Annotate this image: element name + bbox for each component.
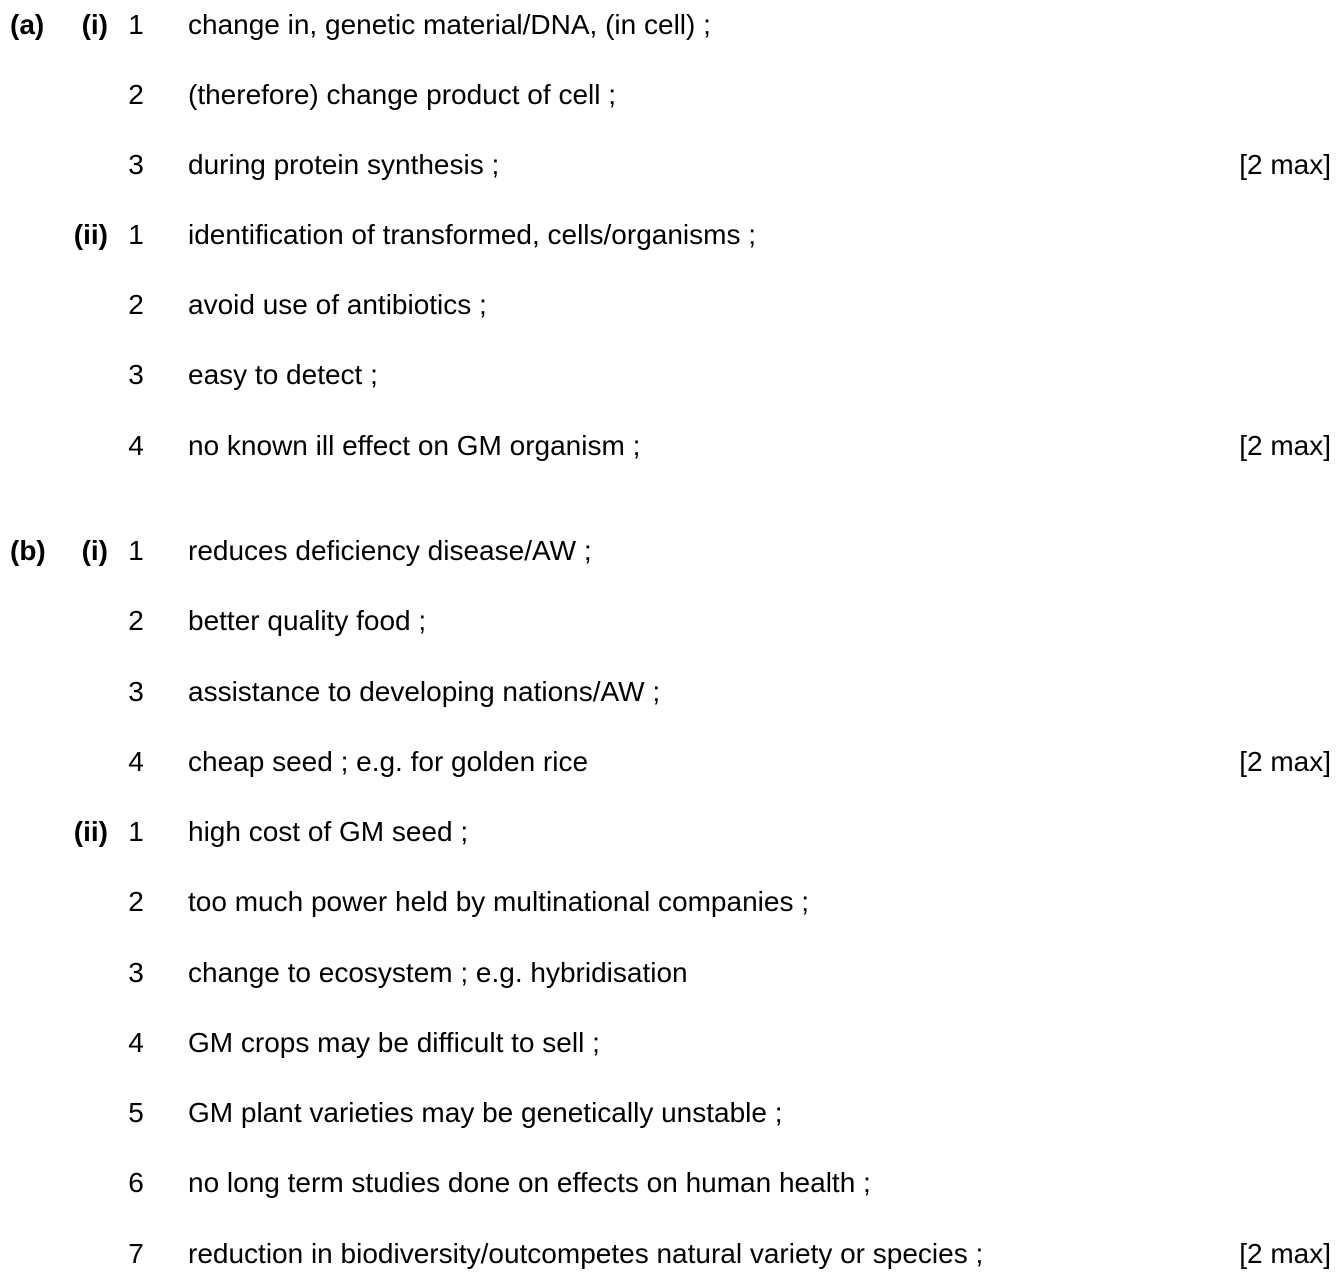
mark-point-row bbox=[0, 355, 1339, 395]
mark-point-row bbox=[0, 812, 1339, 852]
point-number: 2 bbox=[128, 886, 144, 917]
subpart-label: (ii) bbox=[73, 219, 108, 250]
subpart-label: (i) bbox=[81, 9, 108, 40]
max-marks: [2 max] bbox=[1239, 746, 1331, 777]
point-number: 1 bbox=[128, 535, 144, 566]
part-label: (b) bbox=[10, 535, 46, 566]
point-number: 1 bbox=[128, 9, 144, 40]
point-text: GM crops may be difficult to sell ; bbox=[188, 1027, 600, 1058]
point-number: 3 bbox=[128, 149, 144, 180]
point-text: too much power held by multinational companies ; bbox=[188, 886, 810, 917]
point-text: identification of transformed, cells/organisms ; bbox=[188, 219, 757, 250]
mark-point-row bbox=[0, 1234, 1339, 1274]
subpart-label: (ii) bbox=[73, 816, 108, 847]
mark-point-row bbox=[0, 531, 1339, 571]
point-number: 4 bbox=[128, 746, 144, 777]
mark-point-row bbox=[0, 882, 1339, 922]
point-text: reduction in biodiversity/outcompetes natural variety or species ; bbox=[188, 1238, 984, 1269]
point-text: easy to detect ; bbox=[188, 359, 378, 390]
point-text: high cost of GM seed ; bbox=[188, 816, 469, 847]
point-text: better quality food ; bbox=[188, 605, 427, 636]
point-text: no long term studies done on effects on human health ; bbox=[188, 1167, 871, 1198]
point-text: cheap seed ; e.g. for golden rice bbox=[188, 746, 589, 777]
point-number: 2 bbox=[128, 79, 144, 110]
point-number: 7 bbox=[128, 1238, 144, 1269]
mark-point-row bbox=[0, 953, 1339, 993]
mark-point-row bbox=[0, 1163, 1339, 1203]
point-text: (therefore) change product of cell ; bbox=[188, 79, 617, 110]
mark-point-row bbox=[0, 601, 1339, 641]
point-number: 2 bbox=[128, 605, 144, 636]
point-text: avoid use of antibiotics ; bbox=[188, 289, 487, 320]
point-number: 1 bbox=[128, 219, 144, 250]
point-number: 3 bbox=[128, 676, 144, 707]
point-number: 5 bbox=[128, 1097, 144, 1128]
point-number: 1 bbox=[128, 816, 144, 847]
point-number: 4 bbox=[128, 430, 144, 461]
mark-point-row bbox=[0, 742, 1339, 782]
mark-point-row bbox=[0, 145, 1339, 185]
mark-point-row bbox=[0, 215, 1339, 255]
point-number: 3 bbox=[128, 359, 144, 390]
point-text: reduces deficiency disease/AW ; bbox=[188, 535, 592, 566]
point-text: change in, genetic material/DNA, (in cell) ; bbox=[188, 9, 711, 40]
max-marks: [2 max] bbox=[1239, 1238, 1331, 1269]
point-number: 4 bbox=[128, 1027, 144, 1058]
point-text: during protein synthesis ; bbox=[188, 149, 500, 180]
mark-point-row bbox=[0, 285, 1339, 325]
mark-point-row bbox=[0, 1093, 1339, 1133]
point-number: 3 bbox=[128, 957, 144, 988]
point-number: 6 bbox=[128, 1167, 144, 1198]
max-marks: [2 max] bbox=[1239, 430, 1331, 461]
max-marks: [2 max] bbox=[1239, 149, 1331, 180]
mark-point-row bbox=[0, 672, 1339, 712]
point-text: assistance to developing nations/AW ; bbox=[188, 676, 661, 707]
mark-point-row bbox=[0, 426, 1339, 466]
point-text: no known ill effect on GM organism ; bbox=[188, 430, 641, 461]
point-number: 2 bbox=[128, 289, 144, 320]
mark-point-row bbox=[0, 1023, 1339, 1063]
part-label: (a) bbox=[10, 9, 45, 40]
mark-point-row bbox=[0, 75, 1339, 115]
point-text: change to ecosystem ; e.g. hybridisation bbox=[188, 957, 688, 988]
subpart-label: (i) bbox=[81, 535, 108, 566]
mark-point-row bbox=[0, 5, 1339, 45]
point-text: GM plant varieties may be genetically unstable ; bbox=[188, 1097, 783, 1128]
